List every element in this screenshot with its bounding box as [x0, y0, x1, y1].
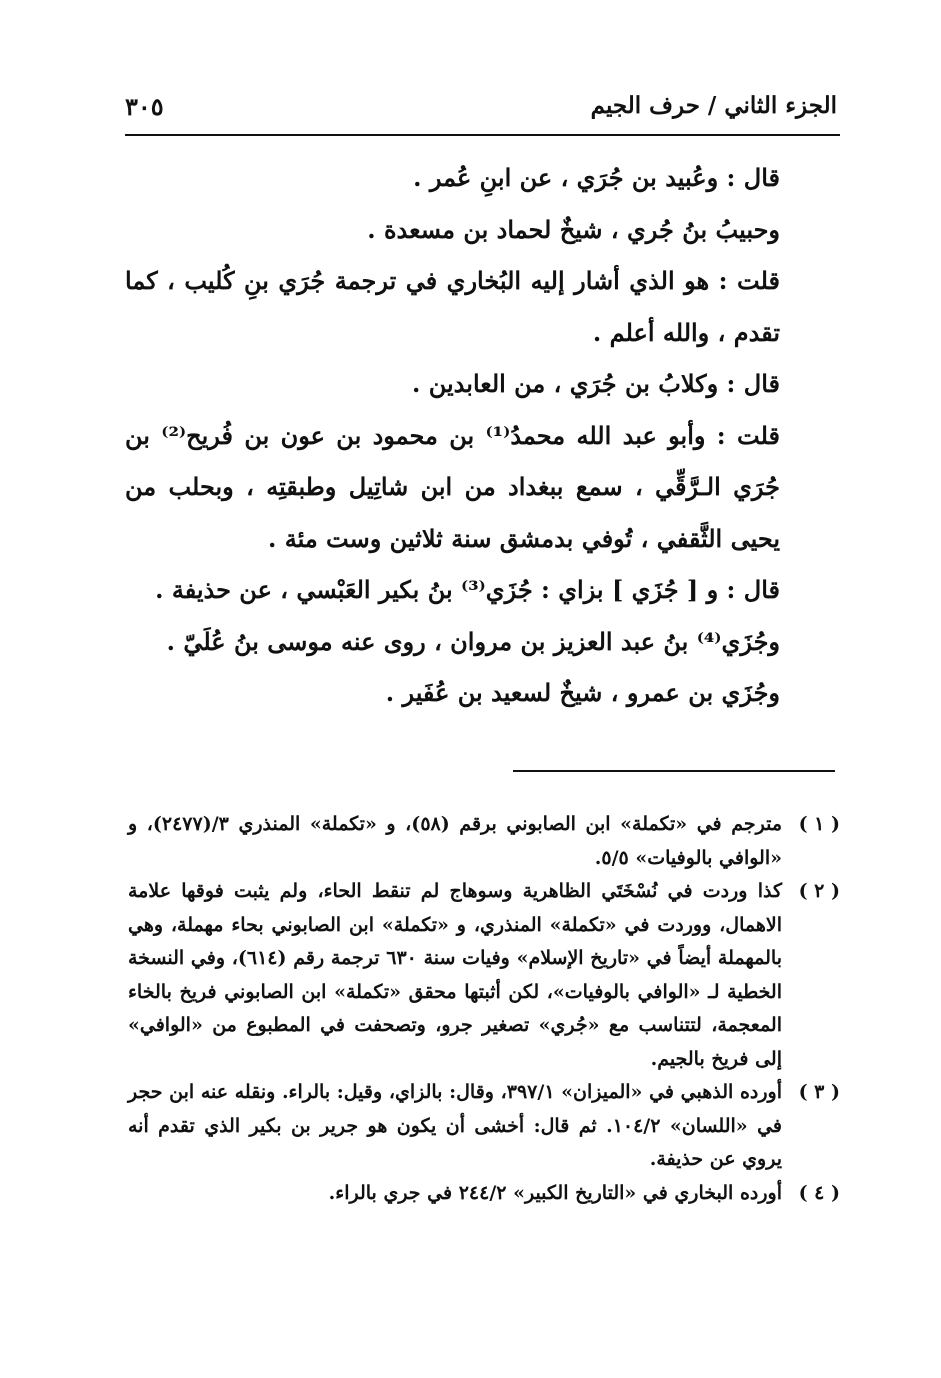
text-line: قال : وكلابُ بن جُرَي ، من العابدين . [412, 369, 780, 398]
text-line: قال : وعُبيد بن جُرَي ، عن ابنِ عُمر . [413, 163, 780, 192]
text-line: وجُزَي بن عمرو ، شيخٌ لسعيد بن عُفَير . [385, 678, 780, 707]
footnote-text: أورده البخاري في «التاريخ الكبير» ٢٤٤/٢ في جري بالراء. [328, 1181, 782, 1204]
text-line: وحبيبُ بنُ جُري ، شيخٌ لحماد بن مسعدة . [367, 214, 780, 244]
text-line: قال : و [ جُزَي ] بزاي : جُزَي⁽³⁾ بنُ بكير العَبْسي ، عن حذيفة . [155, 575, 780, 604]
footnote-number: ( ٢ ) [798, 880, 840, 902]
text-paragraph: قلت : وأبو عبد الله محمدُ⁽¹⁾ بن محمود بن عون بن فُريح⁽²⁾ بن جُرَي الـرَّقِّي ، سمع ببغداد من ابن شاتِيل وطبقتِه ، وبحلب من يحيى الثَّقفي ، تُوفي بدمشق سنة ثلاثين وست مئة . [125, 420, 780, 553]
header-divider [125, 134, 840, 136]
page-number: ٣٠٥ [125, 92, 164, 121]
footnote-divider [513, 770, 835, 772]
page-header [125, 88, 837, 128]
main-text [125, 152, 840, 719]
footnote-number: ( ٤ ) [798, 1181, 840, 1204]
footnote-number: ( ١ ) [798, 813, 840, 835]
footnotes [128, 808, 840, 1210]
footnote-text: كذا وردت في نُسْخَتَي الظاهرية وسوهاج لم تنقط الحاء، ولم يثبت فوقها علامة الاهمال، ووردت في «تكملة» المنذري، و «تكملة» ابن الصابوني بحاء مهملة، وهي بالمهملة أيضاً في «تاريخ الإسلام» وفيات سنة ٦٣٠ ترجمة رقم (٦١٤)، وفي النسخة الخطية لـ «الوافي بالوفيات»، لكن أثبتها محقق «تكملة» ابن الصابوني فريخ بالخاء المعجمة، لتتناسب مع «جُري» تصغير جرو، وتصحفت في المطبوع من «الوافي» إلى فريخ بالجيم. [128, 880, 782, 1070]
footnote-text: مترجم في «تكملة» ابن الصابوني برقم (٥٨)، و «تكملة» المنذري ٣/(٢٤٧٧)، و «الوافي بالوفيات» ٥/٥. [128, 813, 783, 869]
text-paragraph: قلت : هو الذي أشار إليه البُخاري في ترجمة جُرَي بنِ كُليب ، كما تقدم ، والله أعلم . [125, 266, 780, 347]
footnote [128, 875, 840, 1076]
footnote-number: ( ٣ ) [798, 1081, 840, 1103]
footnote-text: أورده الذهبي في «الميزان» ٣٩٧/١، وقال: بالزاي، وقيل: بالراء. ونقله عنه ابن حجر في «اللسان» ١٠٤/٢. ثم قال: أخشى أن يكون هو جرير بن بكير الذي تقدم أنه يروي عن حذيفة. [128, 1081, 782, 1170]
running-head: الجزء الثاني / حرف الجيم [590, 92, 837, 119]
footnote [128, 1177, 840, 1211]
text-line: وجُزَي⁽⁴⁾ بنُ عبد العزيز بن مروان ، روى عنه موسى بنُ عُلَيّ . [166, 626, 780, 656]
footnote [128, 808, 840, 875]
footnote [128, 1076, 840, 1177]
